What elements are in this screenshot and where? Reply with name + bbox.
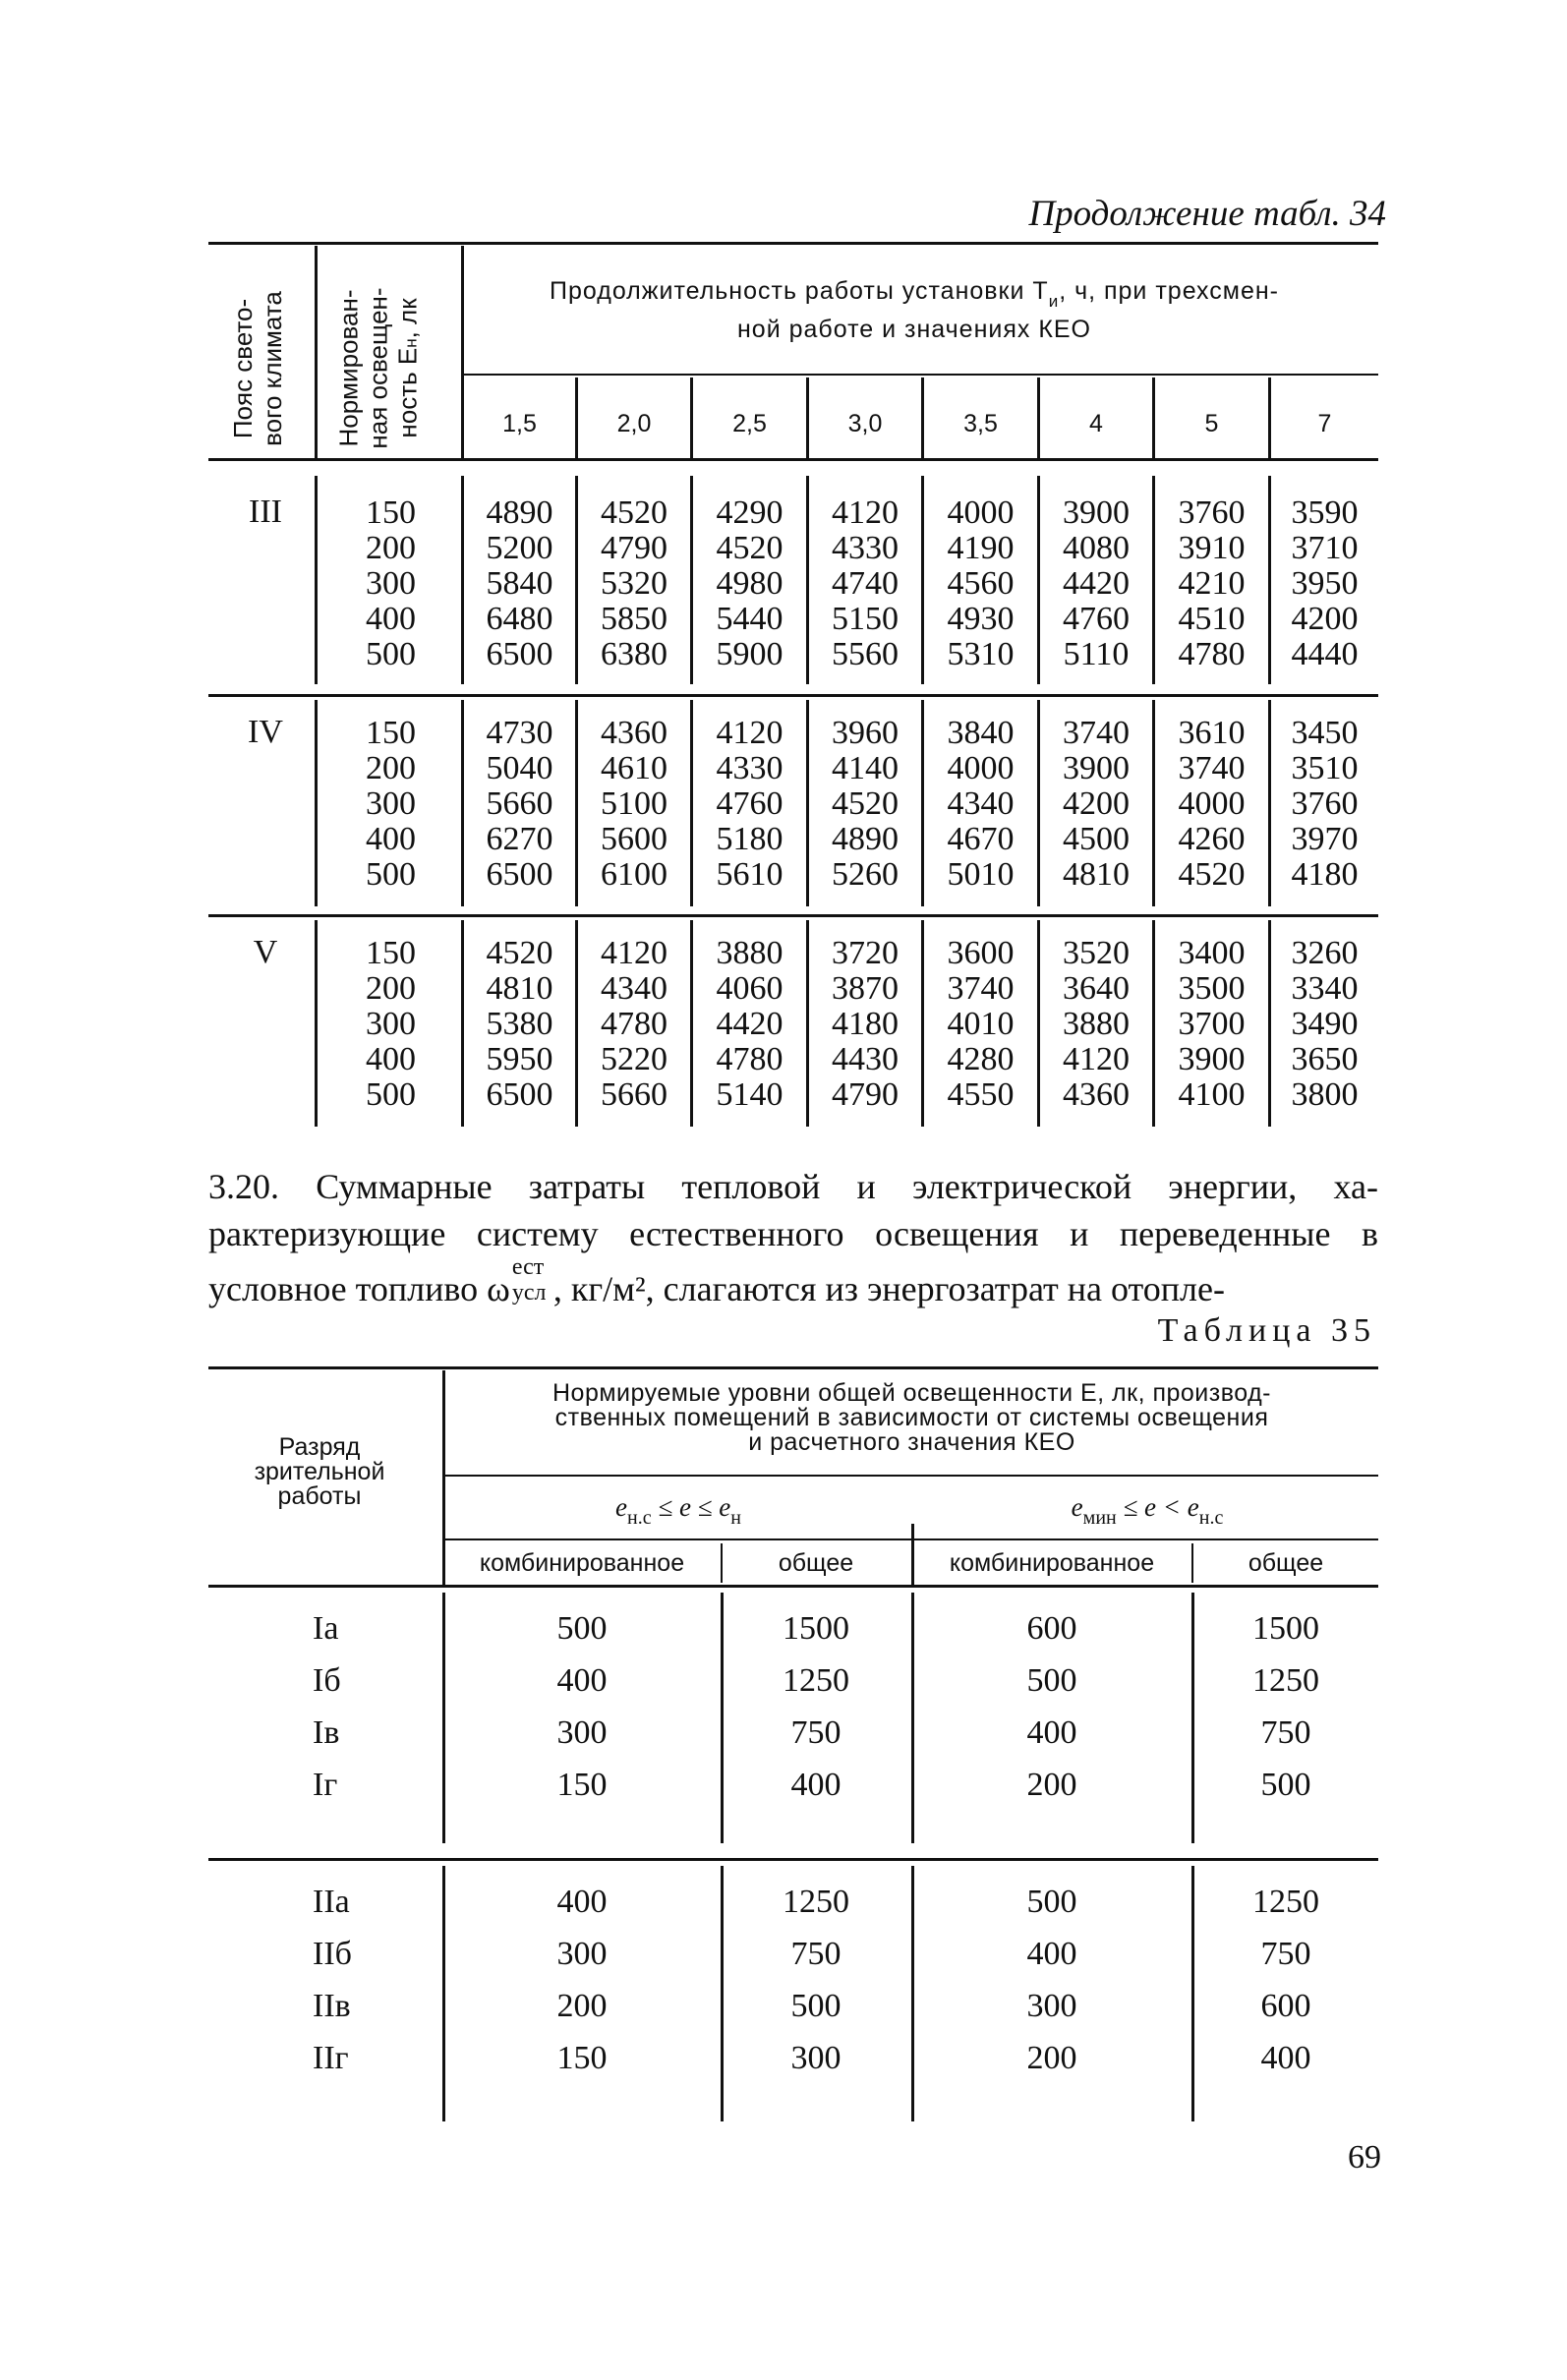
subheader-general: общее <box>1248 1549 1324 1577</box>
duration-cell: 4200 <box>1063 785 1130 822</box>
cond-sub: н.с <box>1198 1507 1224 1529</box>
page-number: 69 <box>1348 2139 1381 2176</box>
duration-cell: 4120 <box>716 715 784 751</box>
duration-cell: 3700 <box>1178 1006 1246 1042</box>
norm-column <box>334 495 447 672</box>
norm-cell: 200 <box>366 750 416 786</box>
header-norm-line: Нормирован- <box>333 289 364 447</box>
razryad-cell: Ia <box>313 1610 339 1647</box>
header-norm-levels-line: и расчетного значения КЕО <box>748 1428 1075 1456</box>
duration-cell: 6380 <box>601 636 667 672</box>
duration-column <box>578 495 690 672</box>
duration-cell: 4420 <box>1063 565 1130 602</box>
norm-cell: 150 <box>366 715 416 751</box>
duration-cell: 4080 <box>1063 530 1130 566</box>
header-razryad <box>221 1435 418 1509</box>
duration-cell: 4100 <box>1178 1076 1246 1113</box>
illuminance-column <box>723 1876 909 2084</box>
continuation-title: Продолжение табл. 34 <box>1028 194 1386 234</box>
duration-cell: 3260 <box>1291 935 1359 971</box>
table-rule <box>464 374 1378 376</box>
duration-cell: 3600 <box>947 935 1015 971</box>
header-norm-sub: н <box>401 338 421 348</box>
cond-var: e <box>1187 1492 1199 1522</box>
subheader-general: общее <box>778 1549 854 1577</box>
norm-cell: 300 <box>366 565 416 602</box>
duration-cell: 4430 <box>832 1041 899 1077</box>
header-duration-text: Продолжительность работы установки T <box>550 277 1049 305</box>
header-norm-line <box>393 265 423 472</box>
duration-cell: 4500 <box>1063 821 1130 857</box>
illuminance-column <box>914 1602 1190 1811</box>
norm-cell: 400 <box>366 601 416 637</box>
duration-cell: 3640 <box>1063 970 1130 1007</box>
keo-header-cell: 5 <box>1204 410 1219 437</box>
duration-cell: 3590 <box>1291 494 1359 531</box>
illuminance-cell: 1250 <box>1252 1662 1319 1699</box>
duration-cell: 6270 <box>486 821 553 857</box>
duration-cell: 4060 <box>716 970 784 1007</box>
duration-cell: 5220 <box>601 1041 667 1077</box>
duration-column <box>1155 716 1268 893</box>
norm-cell: 200 <box>366 970 416 1007</box>
duration-column <box>1040 936 1152 1113</box>
duration-cell: 4190 <box>947 530 1015 566</box>
paragraph-text: , кг/м², слагаются из энергозатрат на отопле- <box>552 1269 1225 1308</box>
duration-cell: 4280 <box>947 1041 1015 1077</box>
duration-cell: 4550 <box>947 1076 1015 1113</box>
duration-cell: 5610 <box>716 856 784 893</box>
duration-cell: 3900 <box>1063 494 1130 531</box>
header-razryad-line: Разряд <box>278 1433 361 1461</box>
header-norm-levels <box>447 1381 1376 1455</box>
duration-cell: 4780 <box>716 1041 784 1077</box>
cond-sub: н.с <box>627 1507 652 1529</box>
duration-cell: 4890 <box>832 821 899 857</box>
illuminance-cell: 500 <box>790 1988 842 2024</box>
illuminance-cell: 1500 <box>1252 1610 1319 1647</box>
header-razryad-line: зрительной <box>254 1458 385 1485</box>
duration-cell: 4810 <box>486 970 553 1007</box>
keo-header-cell: 3,0 <box>847 410 883 437</box>
norm-cell: 200 <box>366 530 416 566</box>
illuminance-cell: 400 <box>790 1767 842 1803</box>
duration-cell: 5380 <box>486 1006 553 1042</box>
duration-cell: 5140 <box>716 1076 784 1113</box>
subheader-combined: комбинированное <box>479 1549 685 1577</box>
duration-cell: 6480 <box>486 601 553 637</box>
illuminance-cell: 300 <box>1026 1988 1077 2024</box>
duration-cell: 3960 <box>832 715 899 751</box>
illuminance-cell: 400 <box>556 1884 608 1920</box>
table-rule <box>444 1475 1378 1477</box>
duration-cell: 5440 <box>716 601 784 637</box>
duration-cell: 6100 <box>601 856 667 893</box>
cond-var: e <box>1071 1492 1083 1522</box>
illuminance-cell: 300 <box>556 1714 608 1751</box>
duration-cell: 3490 <box>1291 1006 1359 1042</box>
duration-cell: 4260 <box>1178 821 1246 857</box>
razryad-cell: IIб <box>313 1936 352 1972</box>
duration-cell: 4440 <box>1291 636 1359 672</box>
cond-op: ≤ e ≤ <box>651 1492 720 1522</box>
illuminance-column <box>914 1876 1190 2084</box>
table-rule <box>208 1858 1378 1861</box>
illuminance-cell: 200 <box>1026 1767 1077 1803</box>
duration-cell: 3870 <box>832 970 899 1007</box>
duration-column <box>1271 716 1378 893</box>
duration-cell: 3340 <box>1291 970 1359 1007</box>
keo-header-cell: 1,5 <box>502 410 537 437</box>
duration-cell: 4180 <box>832 1006 899 1042</box>
cond-sub: мин <box>1082 1507 1117 1529</box>
duration-column <box>1155 936 1268 1113</box>
duration-column <box>924 716 1037 893</box>
duration-cell: 4520 <box>832 785 899 822</box>
duration-cell: 4120 <box>601 935 667 971</box>
duration-cell: 5660 <box>486 785 553 822</box>
illuminance-cell: 200 <box>556 1988 608 2024</box>
duration-column <box>1040 716 1152 893</box>
duration-cell: 3760 <box>1291 785 1359 822</box>
duration-cell: 3720 <box>832 935 899 971</box>
duration-cell: 5840 <box>486 565 553 602</box>
duration-column <box>1155 495 1268 672</box>
duration-cell: 5560 <box>832 636 899 672</box>
duration-cell: 4790 <box>601 530 667 566</box>
razryad-cell: Iб <box>313 1662 341 1699</box>
omega-indices <box>510 1254 553 1306</box>
razryad-column <box>313 1602 391 1811</box>
norm-column <box>334 716 447 893</box>
illuminance-cell: 300 <box>556 1936 608 1972</box>
duration-cell: 4760 <box>1063 601 1130 637</box>
illuminance-cell: 500 <box>556 1610 608 1647</box>
paragraph-line: рактеризующие систему естественного освещения и переведенные в <box>208 1214 1378 1253</box>
duration-cell: 4000 <box>947 494 1015 531</box>
illuminance-cell: 750 <box>1260 1714 1311 1751</box>
duration-cell: 6500 <box>486 1076 553 1113</box>
duration-cell: 5900 <box>716 636 784 672</box>
duration-cell: 4360 <box>601 715 667 751</box>
illuminance-cell: 500 <box>1026 1884 1077 1920</box>
illuminance-cell: 300 <box>790 2040 842 2076</box>
duration-cell: 4010 <box>947 1006 1015 1042</box>
header-norm <box>335 265 438 472</box>
duration-column <box>809 936 921 1113</box>
duration-column <box>809 716 921 893</box>
duration-cell: 4200 <box>1291 601 1359 637</box>
header-duration-text: , ч, при трехсмен- <box>1059 277 1279 305</box>
keo-header-cell: 2,5 <box>732 410 767 437</box>
duration-column <box>1271 495 1378 672</box>
condition-header-2 <box>916 1492 1378 1532</box>
razryad-cell: IIг <box>313 2040 349 2076</box>
cond-var: e <box>719 1492 731 1522</box>
keo-header-cell: 3,5 <box>963 410 998 437</box>
table-rule <box>208 1366 1378 1369</box>
duration-cell: 3760 <box>1178 494 1246 531</box>
duration-cell: 3400 <box>1178 935 1246 971</box>
duration-column <box>924 495 1037 672</box>
keo-header-cell: 2,0 <box>616 410 652 437</box>
duration-cell: 4760 <box>716 785 784 822</box>
illuminance-cell: 400 <box>1026 1714 1077 1751</box>
norm-cell: 400 <box>366 821 416 857</box>
header-norm-unit: , лк <box>392 298 423 339</box>
duration-cell: 3880 <box>716 935 784 971</box>
illuminance-cell: 400 <box>1026 1936 1077 1972</box>
duration-column <box>464 936 575 1113</box>
illuminance-cell: 200 <box>1026 2040 1077 2076</box>
duration-cell: 4420 <box>716 1006 784 1042</box>
duration-cell: 5600 <box>601 821 667 857</box>
paragraph-line <box>208 1254 1378 1312</box>
duration-cell: 4120 <box>1063 1041 1130 1077</box>
table-rule <box>208 1585 1378 1588</box>
omega-sub: усл <box>511 1280 547 1306</box>
illuminance-column <box>1193 1602 1378 1811</box>
duration-cell: 3740 <box>947 970 1015 1007</box>
duration-cell: 4210 <box>1178 565 1246 602</box>
duration-cell: 3970 <box>1291 821 1359 857</box>
duration-column <box>924 936 1037 1113</box>
duration-cell: 4780 <box>1178 636 1246 672</box>
duration-cell: 5310 <box>947 636 1015 672</box>
header-norm-levels-line: ственных помещений в зависимости от системы освещения <box>554 1404 1269 1431</box>
duration-cell: 5110 <box>1063 636 1130 672</box>
header-norm-text: ность E <box>392 347 423 438</box>
illuminance-cell: 1250 <box>783 1662 849 1699</box>
duration-cell: 3900 <box>1063 750 1130 786</box>
illuminance-cell: 1250 <box>1252 1884 1319 1920</box>
duration-cell: 4730 <box>486 715 553 751</box>
duration-cell: 4520 <box>1178 856 1246 893</box>
duration-cell: 4520 <box>716 530 784 566</box>
subheader-combined: комбинированное <box>949 1549 1155 1577</box>
duration-cell: 5850 <box>601 601 667 637</box>
duration-cell: 4980 <box>716 565 784 602</box>
duration-cell: 4120 <box>832 494 899 531</box>
duration-column <box>809 495 921 672</box>
illuminance-cell: 150 <box>556 1767 608 1803</box>
duration-column <box>1040 495 1152 672</box>
duration-cell: 5040 <box>486 750 553 786</box>
climate-zone: IV <box>248 714 283 750</box>
duration-cell: 5660 <box>601 1076 667 1113</box>
header-norm-line: ная освещен- <box>363 287 393 449</box>
duration-cell: 5010 <box>947 856 1015 893</box>
illuminance-cell: 400 <box>1260 2040 1311 2076</box>
duration-cell: 4510 <box>1178 601 1246 637</box>
cond-sub: н <box>730 1507 741 1529</box>
duration-cell: 3740 <box>1178 750 1246 786</box>
table-rule <box>208 694 1378 697</box>
duration-cell: 4330 <box>832 530 899 566</box>
illuminance-column <box>1193 1876 1378 2084</box>
duration-cell: 4360 <box>1063 1076 1130 1113</box>
norm-cell: 150 <box>366 494 416 531</box>
razryad-cell: Iг <box>313 1767 338 1803</box>
norm-cell: 300 <box>366 785 416 822</box>
duration-cell: 4290 <box>716 494 784 531</box>
duration-cell: 4810 <box>1063 856 1130 893</box>
header-duration-line2: ной работе и значениях КЕО <box>736 316 1092 343</box>
duration-cell: 4340 <box>601 970 667 1007</box>
duration-cell: 4740 <box>832 565 899 602</box>
duration-cell: 5260 <box>832 856 899 893</box>
duration-cell: 3520 <box>1063 935 1130 971</box>
norm-cell: 500 <box>366 636 416 672</box>
razryad-cell: IIa <box>313 1884 350 1920</box>
duration-cell: 4000 <box>1178 785 1246 822</box>
header-duration-sub: и <box>1048 292 1060 311</box>
duration-column <box>693 716 806 893</box>
duration-cell: 3500 <box>1178 970 1246 1007</box>
duration-cell: 4340 <box>947 785 1015 822</box>
duration-cell: 4520 <box>601 494 667 531</box>
duration-cell: 4520 <box>486 935 553 971</box>
duration-cell: 5180 <box>716 821 784 857</box>
illuminance-cell: 750 <box>1260 1936 1311 1972</box>
illuminance-cell: 1250 <box>783 1884 849 1920</box>
header-duration <box>472 273 1357 347</box>
duration-column <box>464 495 575 672</box>
duration-cell: 3450 <box>1291 715 1359 751</box>
duration-cell: 3910 <box>1178 530 1246 566</box>
illuminance-cell: 400 <box>556 1662 608 1699</box>
paragraph-line: 3.20. Суммарные затраты тепловой и электрической энергии, ха- <box>208 1167 1378 1206</box>
duration-cell: 4780 <box>601 1006 667 1042</box>
illuminance-column <box>723 1602 909 1811</box>
razryad-cell: Iв <box>313 1714 340 1751</box>
omega-sup: ест <box>511 1254 545 1280</box>
norm-cell: 500 <box>366 1076 416 1113</box>
razryad-cell: IIв <box>313 1988 351 2024</box>
duration-cell: 3710 <box>1291 530 1359 566</box>
duration-cell: 3950 <box>1291 565 1359 602</box>
paragraph-text: условное топливо ω <box>208 1269 510 1308</box>
illuminance-cell: 600 <box>1260 1988 1311 2024</box>
table-rule <box>208 914 1378 917</box>
cond-op: ≤ e < <box>1116 1492 1188 1522</box>
duration-cell: 4890 <box>486 494 553 531</box>
duration-cell: 6500 <box>486 856 553 893</box>
duration-cell: 3880 <box>1063 1006 1130 1042</box>
norm-cell: 400 <box>366 1041 416 1077</box>
duration-cell: 5200 <box>486 530 553 566</box>
duration-cell: 4670 <box>947 821 1015 857</box>
duration-column <box>693 495 806 672</box>
illuminance-cell: 750 <box>790 1714 842 1751</box>
table-rule <box>315 246 318 458</box>
duration-cell: 4000 <box>947 750 1015 786</box>
keo-header-cell: 7 <box>1317 410 1332 437</box>
header-razryad-line: работы <box>277 1482 362 1510</box>
razryad-column <box>313 1876 391 2084</box>
illuminance-cell: 500 <box>1260 1767 1311 1803</box>
header-zone-line: Пояс свето- <box>228 298 258 439</box>
table-rule <box>208 242 1378 245</box>
climate-zone: III <box>249 493 282 530</box>
illuminance-cell: 1500 <box>783 1610 849 1647</box>
duration-cell: 4180 <box>1291 856 1359 893</box>
norm-cell: 300 <box>366 1006 416 1042</box>
duration-column <box>1271 936 1378 1113</box>
duration-cell: 3510 <box>1291 750 1359 786</box>
duration-column <box>578 716 690 893</box>
duration-cell: 3840 <box>947 715 1015 751</box>
duration-cell: 5150 <box>832 601 899 637</box>
duration-cell: 4140 <box>832 750 899 786</box>
duration-cell: 5100 <box>601 785 667 822</box>
duration-cell: 4610 <box>601 750 667 786</box>
norm-column <box>334 936 447 1113</box>
header-duration-line1 <box>472 273 1357 312</box>
duration-cell: 3610 <box>1178 715 1246 751</box>
illuminance-cell: 500 <box>1026 1662 1077 1699</box>
duration-cell: 4560 <box>947 565 1015 602</box>
paragraph-3-20 <box>208 1163 1378 1312</box>
duration-cell: 4930 <box>947 601 1015 637</box>
condition-header-1 <box>447 1492 909 1532</box>
duration-cell: 4330 <box>716 750 784 786</box>
illuminance-column <box>444 1602 720 1811</box>
duration-column <box>693 936 806 1113</box>
duration-column <box>464 716 575 893</box>
duration-cell: 5320 <box>601 565 667 602</box>
duration-cell: 3740 <box>1063 715 1130 751</box>
duration-cell: 5950 <box>486 1041 553 1077</box>
climate-zone: V <box>253 934 278 970</box>
header-norm-levels-line: Нормируемые уровни общей освещенности E, лк, производ- <box>551 1379 1272 1407</box>
illuminance-cell: 600 <box>1026 1610 1077 1647</box>
keo-header-cell: 4 <box>1089 410 1103 437</box>
header-zone <box>229 265 298 472</box>
duration-cell: 4790 <box>832 1076 899 1113</box>
duration-cell: 3650 <box>1291 1041 1359 1077</box>
norm-cell: 150 <box>366 935 416 971</box>
header-zone-line: вого климата <box>257 291 287 446</box>
cond-var: e <box>615 1492 628 1522</box>
duration-column <box>578 936 690 1113</box>
duration-cell: 3800 <box>1291 1076 1359 1113</box>
illuminance-cell: 750 <box>790 1936 842 1972</box>
illuminance-cell: 150 <box>556 2040 608 2076</box>
table-35-title: Таблица 35 <box>1157 1312 1376 1349</box>
duration-cell: 3900 <box>1178 1041 1246 1077</box>
norm-cell: 500 <box>366 856 416 893</box>
duration-cell: 6500 <box>486 636 553 672</box>
illuminance-column <box>444 1876 720 2084</box>
